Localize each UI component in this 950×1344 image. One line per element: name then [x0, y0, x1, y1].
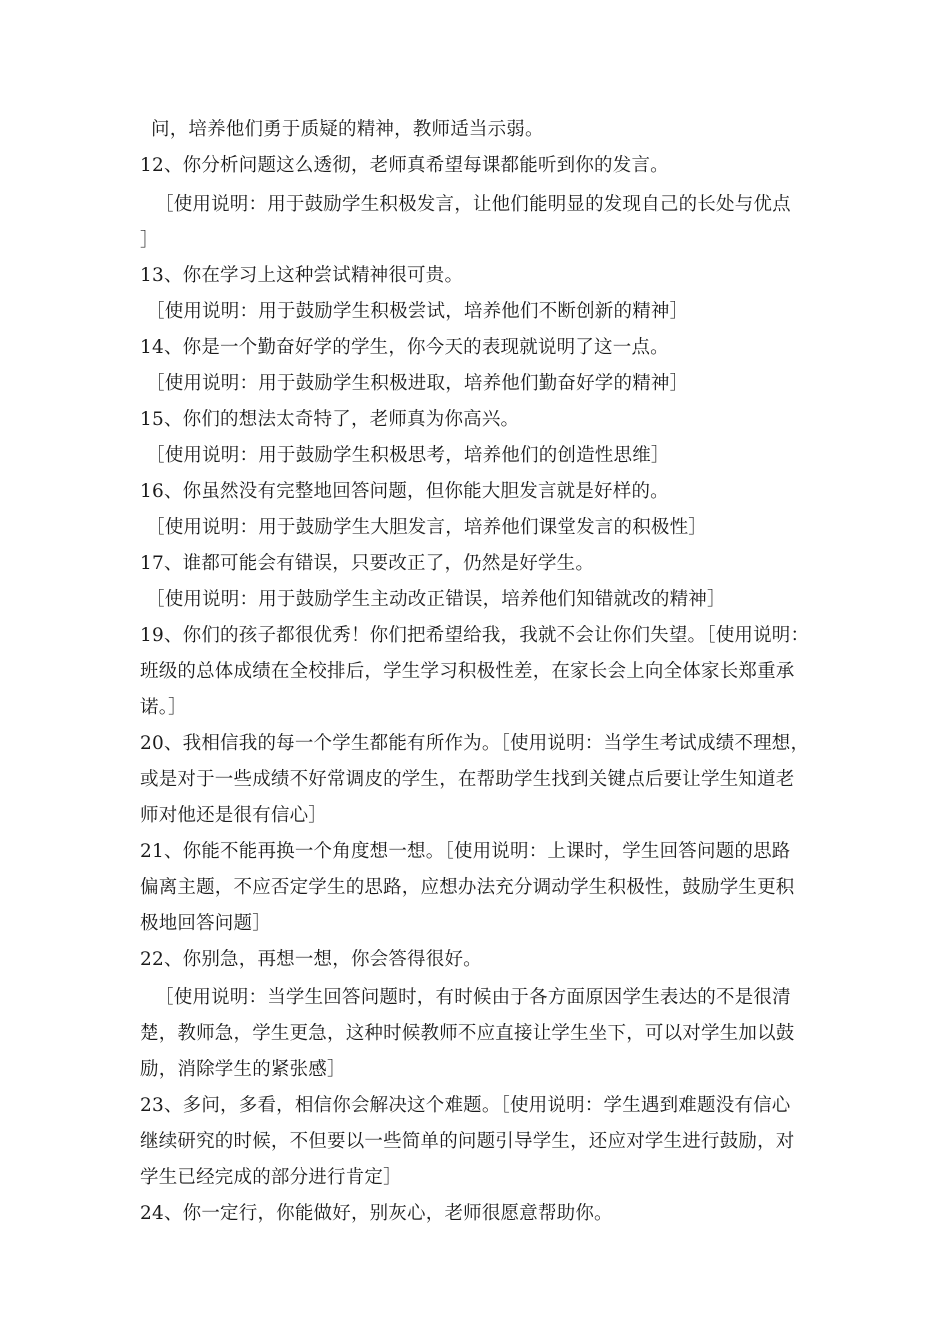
text-line: 13、你在学习上这种尝试精神很可贵。 — [140, 265, 464, 286]
text-line: 师对他还是很有信心］ — [140, 805, 328, 826]
text-line: 偏离主题，不应否定学生的思路，应想办法充分调动学生积极性，鼓励学生更积 — [140, 877, 795, 898]
text-line: ］ — [140, 230, 159, 251]
text-line: 或是对于一些成绩不好常调皮的学生，在帮助学生找到关键点后要让学生知道老 — [140, 769, 795, 790]
text-line: 21、你能不能再换一个角度想一想。［使用说明：上课时，学生回答问题的思路 — [140, 841, 791, 862]
text-line: 楚，教师急，学生更急，这种时候教师不应直接让学生坐下，可以对学生加以鼓 — [140, 1023, 795, 1044]
text-line: ［使用说明：用于鼓励学生积极发言，让他们能明显的发现自己的长处与优点 — [155, 194, 791, 215]
text-line: ［使用说明：用于鼓励学生积极思考，培养他们的创造性思维］ — [146, 445, 670, 466]
text-line: 23、多问，多看，相信你会解决这个难题。［使用说明：学生遇到难题没有信心 — [140, 1095, 791, 1116]
text-line: ［使用说明：用于鼓励学生大胆发言，培养他们课堂发言的积极性］ — [146, 517, 708, 538]
text-line: ［使用说明：用于鼓励学生积极尝试，培养他们不断创新的精神］ — [146, 301, 689, 322]
text-line: 学生已经完成的部分进行肯定］ — [140, 1167, 402, 1188]
text-line: 19、你们的孩子都很优秀！你们把希望给我，我就不会让你们失望。［使用说明： — [140, 625, 810, 646]
text-line: ［使用说明：用于鼓励学生积极进取，培养他们勤奋好学的精神］ — [146, 373, 689, 394]
text-line: ［使用说明：当学生回答问题时，有时候由于各方面原因学生表达的不是很清 — [155, 987, 791, 1008]
text-line: 问，培养他们勇于质疑的精神，教师适当示弱。 — [151, 119, 544, 140]
text-line: 极地回答问题］ — [140, 913, 271, 934]
text-line: 继续研究的时候，不但要以一些简单的问题引导学生，还应对学生进行鼓励，对 — [140, 1131, 795, 1152]
text-line: 12、你分析问题这么透彻，老师真希望每课都能听到你的发言。 — [140, 155, 669, 176]
text-line: 15、你们的想法太奇特了，老师真为你高兴。 — [140, 409, 520, 430]
text-line: 班级的总体成绩在全校排后，学生学习积极性差，在家长会上向全体家长郑重承 — [140, 661, 795, 682]
text-line: 励，消除学生的紧张感］ — [140, 1059, 346, 1080]
text-line: 诺。］ — [140, 697, 187, 718]
text-line: 14、你是一个勤奋好学的学生，你今天的表现就说明了这一点。 — [140, 337, 669, 358]
text-line: 16、你虽然没有完整地回答问题，但你能大胆发言就是好样的。 — [140, 481, 669, 502]
text-line: 20、我相信我的每一个学生都能有所作为。［使用说明：当学生考试成绩不理想， — [140, 733, 810, 754]
text-line: 24、你一定行，你能做好，别灰心，老师很愿意帮助你。 — [140, 1203, 613, 1224]
text-line: 22、你别急，再想一想，你会答得很好。 — [140, 949, 482, 970]
text-line: 17、谁都可能会有错误，只要改正了，仍然是好学生。 — [140, 553, 595, 574]
text-line: ［使用说明：用于鼓励学生主动改正错误，培养他们知错就改的精神］ — [146, 589, 726, 610]
